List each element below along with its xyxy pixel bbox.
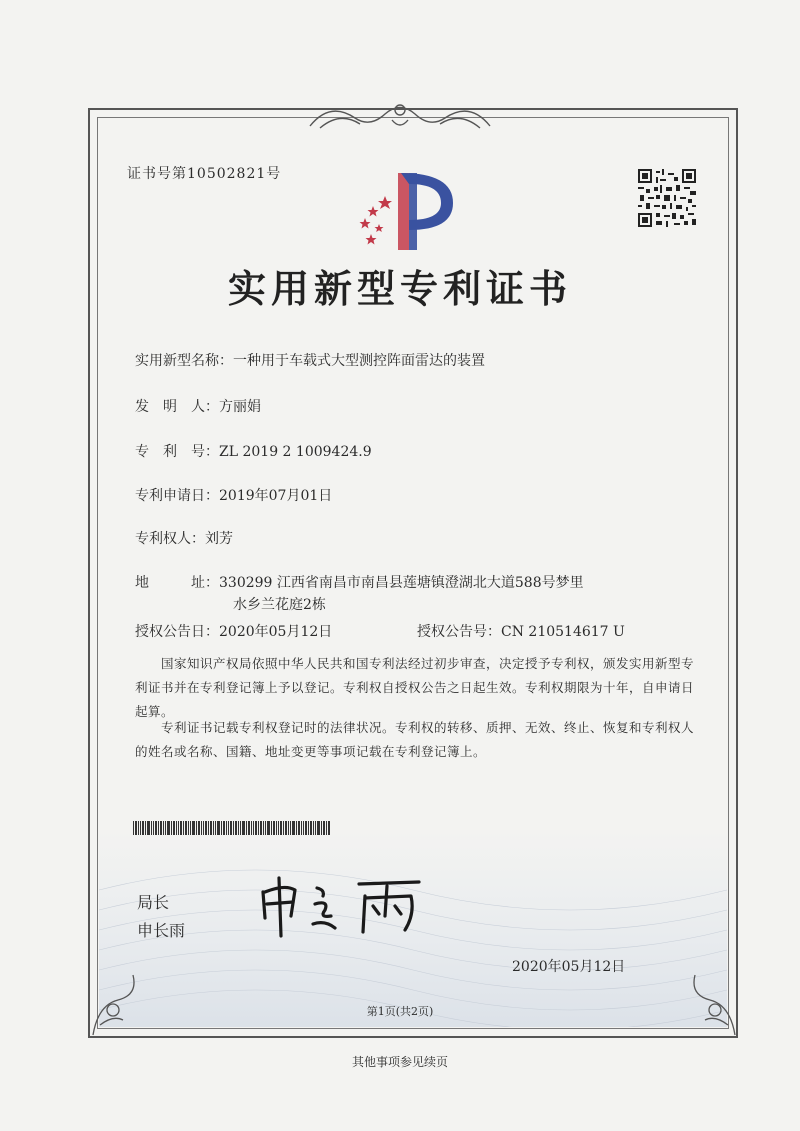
director-name: 申长雨 bbox=[137, 921, 186, 940]
address-line-2: 水乡兰花庭2栋 bbox=[233, 597, 326, 613]
application-date-label: 专利申请日： bbox=[135, 488, 219, 504]
cnipa-logo bbox=[343, 168, 463, 256]
patent-holder-row bbox=[135, 528, 233, 548]
application-date-row bbox=[135, 485, 332, 505]
top-ornament bbox=[300, 96, 500, 136]
qr-code bbox=[638, 169, 696, 227]
inventor-label: 发 明 人： bbox=[135, 399, 219, 415]
patent-number-row bbox=[135, 441, 372, 461]
patent-number-label: 专 利 号： bbox=[135, 444, 219, 460]
patent-number-value: ZL 2019 2 1009424.9 bbox=[219, 444, 372, 460]
address-label: 地 址： bbox=[135, 575, 219, 591]
grant-statement-paragraph: 国家知识产权局依照中华人民共和国专利法经过初步审查，决定授予专利权，颁发实用新型专利证书并在专利登记簿上予以登记。专利权自授权公告之日起生效。专利权期限为十年，自申请日起算。 bbox=[135, 656, 695, 719]
barcode bbox=[133, 821, 330, 835]
address-line-1: 330299 江西省南昌市南昌县莲塘镇澄湖北大道588号梦里 bbox=[219, 575, 584, 591]
grant-number-label: 授权公告号： bbox=[417, 624, 501, 640]
patent-holder-value: 刘芳 bbox=[205, 531, 233, 547]
grant-date-label: 授权公告日： bbox=[135, 624, 219, 640]
continuation-note: 其他事项参见续页 bbox=[351, 1055, 448, 1069]
signature-date: 2020年05月12日 bbox=[512, 959, 626, 975]
grant-date-value: 2020年05月12日 bbox=[219, 624, 333, 640]
grant-number-value: CN 210514617 U bbox=[501, 624, 625, 640]
application-date-value: 2019年07月01日 bbox=[219, 488, 333, 504]
certificate-title: 实用新型专利证书 bbox=[227, 266, 572, 311]
utility-model-name-label: 实用新型名称： bbox=[135, 353, 233, 369]
director-title: 局长 bbox=[137, 893, 170, 912]
grant-number-row bbox=[417, 621, 625, 641]
page-number: 第1页(共2页) bbox=[366, 1005, 434, 1018]
patent-holder-label: 专利权人： bbox=[135, 531, 205, 547]
certificate-number: 证书号第10502821号 bbox=[127, 166, 282, 182]
legal-status-paragraph: 专利证书记载专利权登记时的法律状况。专利权的转移、质押、无效、终止、恢复和专利权人的姓名或名称、国籍、地址变更等事项记载在专利登记簿上。 bbox=[135, 720, 695, 759]
director-signature bbox=[255, 870, 425, 940]
utility-model-name-row bbox=[135, 350, 485, 370]
address-row bbox=[135, 572, 584, 592]
utility-model-name-value: 一种用于车载式大型测控阵面雷达的装置 bbox=[233, 353, 485, 369]
inventor-row bbox=[135, 396, 261, 416]
grant-date-row bbox=[135, 621, 332, 641]
inventor-value: 方丽娟 bbox=[219, 399, 261, 415]
